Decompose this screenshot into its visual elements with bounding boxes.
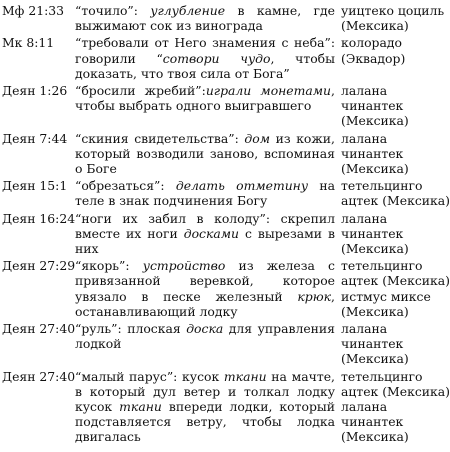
term-description	[75, 258, 341, 321]
language-region	[341, 258, 450, 321]
language-line: (Мексика)	[341, 351, 409, 367]
description-text: в камне, где выжимают сок из винограда	[75, 3, 335, 34]
verse-reference: Деян 27:29	[2, 258, 76, 274]
verse-reference: Деян 15:1	[2, 178, 68, 194]
term-description	[75, 321, 341, 369]
language-line: (Мексика)	[341, 303, 409, 319]
language-region	[341, 211, 450, 259]
term-description	[75, 83, 341, 131]
term-description	[75, 131, 341, 179]
verse-reference: Мк 8:11	[2, 35, 55, 51]
language-line: истмус миксе	[341, 288, 431, 304]
language-region	[341, 369, 450, 447]
glossary-entry	[2, 369, 450, 447]
glossary-entry	[2, 211, 450, 259]
description-text: “якорь”:	[75, 258, 143, 274]
language-region	[341, 178, 450, 210]
description-text: “скиния свидетельства”:	[75, 130, 245, 146]
language-line: (Мексика)	[341, 241, 409, 257]
emphasized-text: сотвори чудо	[162, 50, 271, 66]
emphasized-text: устройство	[142, 258, 226, 274]
description-text: из кожи, который возводили заново, вспоминая о Боге	[75, 130, 335, 177]
description-text: из железа с привязанной веревкой, которое увязало в песке железный	[75, 258, 335, 304]
emphasized-text: ткани	[223, 368, 267, 384]
language-line: лалана чинантек	[341, 130, 404, 161]
glossary-rows	[2, 3, 450, 447]
glossary-entry	[2, 83, 450, 131]
language-line: (Мексика)	[341, 429, 409, 445]
description-text: , останавливающий лодку	[75, 288, 335, 319]
language-line: лалана чинантек	[341, 83, 404, 114]
verse-reference: Деян 16:24	[2, 210, 76, 226]
glossary-entry	[2, 131, 450, 179]
term-description	[75, 35, 341, 83]
language-region	[341, 35, 450, 83]
description-text: , чтобы выбрать одного выигравшего	[75, 83, 335, 114]
glossary-entry	[2, 3, 450, 35]
language-line: ацтек (Мексика)	[341, 193, 450, 209]
description-text: на теле в знак подчинения Богу	[75, 178, 335, 209]
description-text: впереди лодки, который подставляется ветру, чтобы лодка двигалась	[75, 399, 335, 445]
description-text: “точило”:	[75, 3, 151, 18]
verse-reference: Деян 27:40	[2, 368, 76, 384]
glossary-entry	[2, 258, 450, 321]
language-line: ацтек (Мексика)	[341, 273, 450, 289]
description-text: “обрезаться”:	[75, 178, 176, 194]
term-description	[75, 369, 341, 447]
emphasized-text: ткани	[119, 399, 162, 415]
language-line: лалана чинантек	[341, 210, 404, 241]
description-text: для управления лодкой	[75, 321, 335, 352]
description-text: на мачте, в который дул ветер и толкал лодку кусок	[75, 368, 335, 415]
emphasized-text: доска	[186, 321, 224, 337]
language-line: лалана чинантек	[341, 399, 404, 430]
language-line: (Мексика)	[341, 18, 409, 34]
language-line: (Эквадор)	[341, 50, 406, 66]
language-region	[341, 3, 450, 35]
language-region	[341, 83, 450, 131]
description-text: “ноги их забил в колоду”: скрепил вместе их ноги	[75, 210, 335, 241]
description-text: “требовали от Него знамения с неба”: говорили “	[75, 35, 335, 66]
language-line: ацтек (Мексика)	[341, 383, 450, 399]
emphasized-text: делать отметину	[175, 178, 309, 194]
language-region	[341, 321, 450, 369]
language-region	[341, 131, 450, 179]
glossary-table	[2, 3, 450, 447]
language-line: уицтеко цоциль	[341, 3, 445, 18]
verse-reference: Деян 7:44	[2, 130, 68, 146]
verse-reference: Деян 1:26	[2, 83, 68, 99]
language-line: лалана чинантек	[341, 321, 404, 352]
glossary-entry	[2, 321, 450, 369]
glossary-entry	[2, 178, 450, 210]
emphasized-text: углубление	[150, 3, 226, 18]
emphasized-text: дом	[244, 130, 270, 146]
verse-reference: Деян 27:40	[2, 321, 76, 337]
emphasized-text: крюк	[297, 288, 332, 304]
language-line: (Мексика)	[341, 161, 409, 177]
description-text: с вырезами в них	[75, 225, 335, 257]
description-text: “малый парус”: кусок	[75, 368, 224, 384]
description-text: “бросили жребий”:	[75, 83, 206, 99]
language-line: колорадо	[341, 35, 402, 51]
term-description	[75, 211, 341, 259]
term-description	[75, 3, 341, 35]
emphasized-text: досками	[183, 225, 240, 241]
language-line: тетельцинго	[341, 258, 423, 274]
description-text: , чтобы доказать, что твоя сила от Бога”	[75, 50, 335, 81]
term-description	[75, 178, 341, 210]
verse-reference: Мф 21:33	[2, 3, 65, 18]
language-line: тетельцинго	[341, 368, 423, 384]
language-line: (Мексика)	[341, 113, 409, 129]
language-line: тетельцинго	[341, 178, 423, 194]
emphasized-text: играли монетами	[205, 83, 332, 99]
description-text: “руль”: плоская	[75, 321, 187, 337]
glossary-entry	[2, 35, 450, 83]
